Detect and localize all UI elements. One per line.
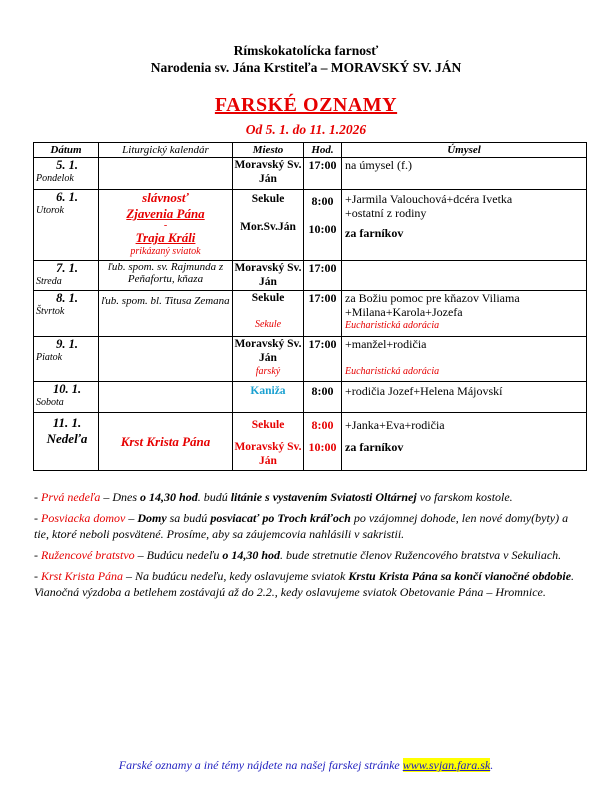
feast-type: slávnosť — [142, 190, 189, 205]
announcement-emphasis: posviacať po Troch kráľoch — [210, 511, 351, 525]
liturgical-note: ľub. spom. bl. Titusa Zemana — [101, 295, 230, 307]
place-cell — [233, 291, 304, 337]
church-name: Narodenia sv. Jána Krstiteľa – MORAVSKÝ SV. JÁN — [150, 60, 462, 75]
announcement-text: sa budú — [166, 511, 211, 525]
place-cell — [233, 337, 304, 382]
date-cell — [34, 413, 99, 471]
intent: na úmysel (f.) — [345, 158, 412, 172]
schedule-table — [33, 142, 587, 471]
place: Moravský Sv. Ján — [234, 159, 302, 185]
calendar-cell — [99, 291, 233, 337]
time-cell — [304, 261, 342, 291]
time: 8:00 — [311, 384, 334, 398]
announcement-text: – Na budúcu nedeľu, kedy oslavujeme sviatok — [123, 569, 349, 583]
date-cell — [34, 337, 99, 382]
announcement: - Prvá nedeľa – Dnes o 14,30 hod. budú litánie s vystavením Sviatosti Oltárnej vo farskom kostole. — [34, 490, 513, 504]
announcement: - Ružencové bratstvo – Budúcu nedeľu o 14,30 hod. bude stretnutie členov Ružencového bratstva v Sekuliach. — [34, 548, 562, 562]
announcement-emphasis: Domy — [137, 511, 167, 525]
place: Sekule — [251, 193, 285, 205]
feast-note: prikázaný sviatok — [130, 246, 201, 257]
feast-separator: - — [163, 220, 168, 231]
announcement-text: . bude stretnutie členov Ružencového bratstva v Sekuliach. — [280, 548, 562, 562]
announcement-text: po vzájomnej dohode, len nové domy(byty) a tie, ktoré neboli posvätené. Prosíme, aby sa záujemcovia nahlásili v sakristii. — [34, 511, 569, 541]
calendar-cell — [99, 261, 233, 291]
place: Sekule — [251, 292, 285, 304]
time-cell — [304, 382, 342, 413]
date-number: 9. 1. — [56, 337, 78, 351]
place: Moravský Sv. Ján — [234, 441, 302, 467]
adoration-note: Eucharistická adorácia — [345, 366, 440, 377]
table-row — [34, 190, 587, 261]
intent: +manžel+rodičia — [345, 337, 427, 351]
announcement-label: Krst Krista Pána — [41, 569, 124, 583]
col-date-header: Dátum — [34, 143, 99, 158]
announcement-emphasis: Krstu Krista Pána sa končí vianočné obdobie — [348, 569, 572, 583]
announcement-emphasis: o 14,30 hod — [140, 490, 198, 504]
col-place-header: Miesto — [233, 143, 304, 158]
announcement-label: Prvá nedeľa — [41, 490, 101, 504]
feast-name: Zjavenia Pána — [126, 206, 205, 221]
date-number: 6. 1. — [56, 190, 78, 204]
date-number: 7. 1. — [56, 261, 78, 275]
announcement-text: . budú — [197, 490, 231, 504]
date-number: 8. 1. — [56, 291, 78, 305]
announcements — [34, 489, 579, 605]
date-number: 10. 1. — [52, 382, 82, 396]
intent: +Jarmila Valouchová+dcéra Ivetka — [345, 192, 513, 206]
calendar-cell — [99, 158, 233, 190]
time: 17:00 — [308, 261, 337, 275]
intent: +ostatní z rodiny — [345, 206, 427, 220]
col-intent-header: Úmysel — [342, 143, 587, 158]
website-link[interactable]: www.svjan.fara.sk — [402, 758, 491, 772]
time-cell — [304, 158, 342, 190]
footer — [0, 758, 612, 773]
announcement-label: Posviacka domov — [41, 511, 126, 525]
place-cell — [233, 158, 304, 190]
calendar-cell — [99, 382, 233, 413]
time-cell — [304, 413, 342, 471]
announcement: - Posviacka domov – Domy sa budú posviacať po Troch kráľoch po vzájomnej dohode, len nové domy(byty) a tie, ktoré neboli posvätené. Prosíme, aby sa záujemcovia nahlásili v sakristii. — [34, 511, 569, 541]
intent-cell — [342, 337, 587, 382]
announcement-text: – Budúcu nedeľu — [134, 548, 223, 562]
intent: +Janka+Eva+rodičia — [345, 418, 445, 432]
place-cell — [233, 413, 304, 471]
time: 10:00 — [308, 440, 337, 454]
footer-end: . — [490, 758, 494, 772]
calendar-cell — [99, 190, 233, 261]
time: 17:00 — [308, 158, 337, 172]
announcement-emphasis: o 14,30 hod — [222, 548, 281, 562]
intent-cell — [342, 158, 587, 190]
table-row — [34, 291, 587, 337]
place-cell — [233, 190, 304, 261]
place-note: farský — [255, 366, 281, 377]
time: 8:00 — [311, 418, 334, 432]
time: 10:00 — [308, 222, 337, 236]
date-range: Od 5. 1. do 11. 1.2026 — [245, 122, 367, 137]
calendar-cell — [99, 413, 233, 471]
date-cell — [34, 382, 99, 413]
feast-alt-name: Traja Králi — [135, 230, 196, 245]
place: Moravský Sv. Ján — [234, 262, 302, 288]
calendar-cell — [99, 337, 233, 382]
day-name: Piatok — [36, 352, 63, 363]
col-calendar-header: Liturgický kalendár — [99, 143, 233, 158]
time-cell — [304, 337, 342, 382]
liturgical-note: ľub. spom. sv. Rajmunda z Peňafortu, kňaza — [107, 261, 224, 285]
date-cell — [34, 261, 99, 291]
day-name: Streda — [36, 276, 62, 287]
intent-cell — [342, 291, 587, 337]
time-cell — [304, 291, 342, 337]
feast-name: Krst Krista Pána — [120, 433, 211, 449]
time: 8:00 — [311, 194, 334, 208]
time-cell — [304, 190, 342, 261]
parish-name: Rímskokatolícka farnosť — [233, 43, 379, 58]
place-cell — [233, 382, 304, 413]
date-cell — [34, 190, 99, 261]
time: 17:00 — [308, 337, 337, 351]
table-header-row — [34, 143, 587, 158]
footer-text: Farské oznamy a iné témy nájdete na našej farskej stránke — [118, 758, 403, 772]
announcement-text: – Dnes — [100, 490, 141, 504]
place-cell — [233, 261, 304, 291]
intent: za Božiu pomoc pre kňazov Viliama — [345, 291, 520, 305]
intent: +Milana+Karola+Jozefa — [345, 305, 463, 319]
col-time-header: Hod. — [304, 143, 342, 158]
place: Kaniža — [250, 385, 286, 397]
intent: za farníkov — [345, 440, 404, 454]
day-name: Sobota — [36, 397, 64, 408]
announcement-text: – — [125, 511, 138, 525]
place: Moravský Sv. Ján — [234, 338, 302, 364]
date-cell — [34, 158, 99, 190]
intent-cell — [342, 261, 587, 291]
day-name: Utorok — [36, 205, 64, 216]
day-name: Nedeľa — [46, 431, 88, 446]
announcement-text: vo farskom kostole. — [416, 490, 513, 504]
date-number: 5. 1. — [56, 158, 78, 172]
table-row — [34, 158, 587, 190]
place: Mor.Sv.Ján — [240, 221, 296, 233]
announcement: - Krst Krista Pána – Na budúcu nedeľu, kedy oslavujeme sviatok Krstu Krista Pána sa končí vianočné obdobie. Vianočná výzdoba a betlehem zostávajú až do 2.2., kedy oslavujeme sviatok Obetovanie Pána – Hromnice. — [34, 569, 575, 599]
intent-cell — [342, 413, 587, 471]
table-row — [34, 261, 587, 291]
table-row — [34, 337, 587, 382]
adoration-note: Eucharistická adorácia — [345, 320, 440, 331]
time: 17:00 — [308, 291, 337, 305]
place-adoration: Sekule — [254, 319, 282, 330]
intent: +rodičia Jozef+Helena Májovskí — [345, 384, 503, 398]
day-name: Pondelok — [36, 173, 74, 184]
page-title: FARSKÉ OZNAMY — [214, 94, 398, 116]
table-row — [34, 382, 587, 413]
intent-cell — [342, 382, 587, 413]
date-number: 11. 1. — [52, 415, 82, 430]
intent-cell — [342, 190, 587, 261]
announcement-text: . Vianočná výzdoba a betlehem zostávajú až do 2.2., kedy oslavujeme sviatok Obetovanie Pána – Hromnice. — [34, 569, 575, 599]
table-row — [34, 413, 587, 471]
date-cell — [34, 291, 99, 337]
announcement-emphasis: litánie s vystavením Sviatosti Oltárnej — [230, 490, 417, 504]
day-name: Štvrtok — [36, 306, 65, 317]
announcement-label: Ružencové bratstvo — [41, 548, 135, 562]
intent: za farníkov — [345, 226, 404, 240]
place: Sekule — [251, 419, 285, 431]
